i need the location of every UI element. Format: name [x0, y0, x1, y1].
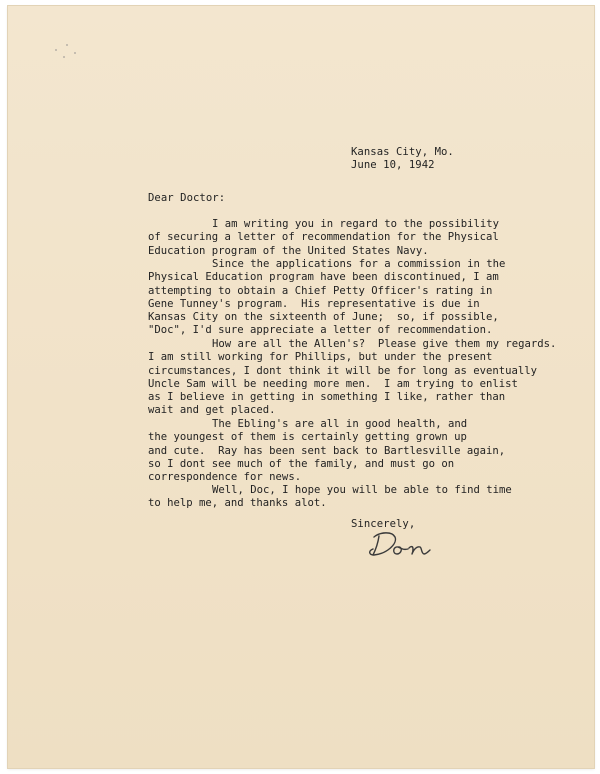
paper-speck	[55, 49, 57, 51]
paragraph-line: the youngest of them is certainly getting grown up	[148, 431, 467, 444]
paper-speck	[74, 52, 76, 54]
handwritten-signature	[362, 525, 436, 561]
letter-date: June 10, 1942	[351, 159, 435, 171]
paragraph-line: How are all the Allen's? Please give them my regards.	[212, 338, 557, 350]
letter-salutation: Dear Doctor:	[148, 192, 226, 204]
paragraph-line: as I believe in getting in something I like, rather than	[148, 391, 506, 404]
letter-paragraph-3	[148, 338, 556, 418]
paragraph-line: correspondence for news.	[148, 471, 302, 484]
paragraph-line: so I dont see much of the family, and must go on	[148, 457, 455, 470]
paragraph-line: attempting to obtain a Chief Petty Officer's rating in	[148, 284, 493, 297]
paragraph-line: Since the applications for a commission in the	[212, 258, 506, 270]
paragraph-line: I am still working for Phillips, but under the present	[148, 351, 493, 364]
paragraph-line: I am writing you in regard to the possibility	[212, 218, 500, 230]
paragraph-line: "Doc", I'd sure appreciate a letter of recommendation.	[148, 324, 493, 337]
letter-paragraph-4	[148, 418, 505, 484]
paragraph-line: Gene Tunney's program. His representative is due in	[148, 297, 480, 310]
letter-paragraph-2	[148, 258, 505, 338]
letter-paragraph-1	[148, 218, 499, 258]
letter-place: Kansas City, Mo.	[351, 146, 454, 158]
paragraph-line: The Ebling's are all in good health, and	[212, 418, 468, 430]
paragraph-line: Physical Education program have been discontinued, I am	[148, 271, 499, 284]
letter-closing: Sincerely,	[351, 518, 416, 530]
paragraph-line: of securing a letter of recommendation for the Physical	[148, 231, 499, 244]
paragraph-line: Uncle Sam will be needing more men. I am trying to enlist	[148, 377, 518, 390]
paper-speck	[63, 56, 65, 58]
paragraph-line: and cute. Ray has been sent back to Bartlesville again,	[148, 444, 506, 457]
paper-speck	[66, 44, 68, 46]
paragraph-line: wait and get placed.	[148, 404, 276, 417]
paragraph-line: Well, Doc, I hope you will be able to find time	[212, 484, 512, 496]
paragraph-line: Education program of the United States Navy.	[148, 244, 429, 257]
letter-paragraph-5	[148, 484, 512, 511]
paragraph-line: circumstances, I dont think it will be for long as eventually	[148, 364, 538, 377]
paragraph-line: to help me, and thanks alot.	[148, 497, 327, 510]
paragraph-line: Kansas City on the sixteenth of June; so, if possible,	[148, 311, 499, 324]
